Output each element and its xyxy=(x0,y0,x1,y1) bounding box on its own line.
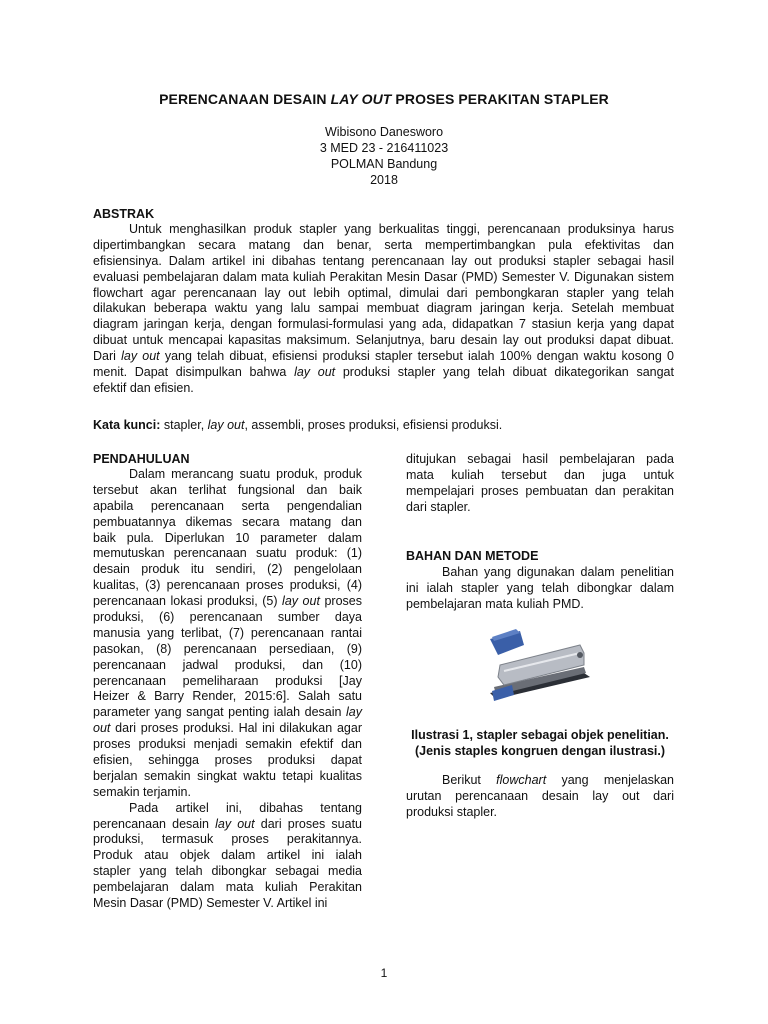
text-line: pembelajaran mata kuliah PMD. xyxy=(406,596,584,611)
text-line: tersebut akan terlihat fungsional dan baik xyxy=(93,482,362,497)
title-italic: LAY OUT xyxy=(330,91,392,107)
author-institution: POLMAN Bandung xyxy=(330,157,438,171)
text-line: produksi stapler. xyxy=(406,804,498,819)
keywords-part-1: stapler, xyxy=(160,418,208,432)
text-line: pembuatannya dikemas secara matang dan xyxy=(93,514,362,529)
abstract-heading: ABSTRAK xyxy=(93,207,155,221)
methods-body xyxy=(406,565,674,613)
text-line: ini ialah stapler yang telah dibongkar dalam xyxy=(406,580,674,595)
text-line: ditujukan sebagai hasil pembelajaran pada xyxy=(406,452,674,466)
text-line: desain produk itu sendiri, (2) pengelolaan xyxy=(93,562,362,577)
text-line: proses produksi menjadi semakin efektif dan xyxy=(93,737,362,752)
text-line: mata kuliah tersebut dan juga untuk xyxy=(406,467,674,482)
text-line: kualitas, (3) perencanaan proses produksi, (4) xyxy=(93,578,362,593)
text-line: diagram jaringan kerja, dengan formulasi-formulasi yang ada, didapatkan 7 stasiun kerja yang dapat xyxy=(93,317,674,332)
paper-title xyxy=(0,91,768,107)
intro-continuation xyxy=(406,452,674,516)
text-line: pembelajaran dalam mata kuliah Perakitan xyxy=(93,880,362,895)
text-line: Dari lay out yang telah dibuat, efisiensi produksi stapler tersebut ialah 100% dengan waktu kosong 0 xyxy=(93,349,674,364)
text-line: produksi, termasuk proses perakitannya. xyxy=(93,832,362,847)
figure-caption-line-1: Ilustrasi 1, stapler sebagai objek penelitian. xyxy=(411,728,669,742)
text-line: Pada artikel ini, dibahas tentang xyxy=(129,800,362,815)
text-line: apabila perencanaan serta pengendalian xyxy=(93,498,362,513)
text-line: produksi, (6) perencanaan sumber daya xyxy=(93,610,362,625)
intro-body xyxy=(93,467,362,912)
text-line: dipertimbangkan secara matang dan benar, serta mempertimbangkan pula efektivitas dan xyxy=(93,237,674,252)
stapler-illustration xyxy=(480,615,600,710)
text-line: flowchart agar perencanaan lay out lebih optimal, dimulai dari pembongkaran stapler yang telah xyxy=(93,285,674,300)
text-line: Bahan yang digunakan dalam penelitian xyxy=(442,565,674,579)
text-line: mempelajari proses pembuatan dan perakitan xyxy=(406,483,674,498)
abstract-body xyxy=(93,222,674,397)
title-part-3: PROSES PERAKITAN STAPLER xyxy=(391,91,609,107)
text-line: memutuskan perencanaan suatu produk: (1) xyxy=(93,546,362,561)
intro-heading: PENDAHULUAN xyxy=(93,452,190,466)
text-line: perencanaan lokasi produksi, (5) lay out proses xyxy=(93,594,362,609)
text-line: Produk atau objek dalam artikel ini ialah xyxy=(93,848,362,863)
text-line: manusia yang terlibat, (7) perencanaan rantai xyxy=(93,625,362,640)
text-line: efisiensinya. Dalam artikel ini dibahas tentang perencanaan lay out produksi stapler sebagai hasil xyxy=(93,253,674,268)
text-line: perencanaan pemeliharaan produksi [Jay xyxy=(93,673,362,688)
author-name: Wibisono Danesworo xyxy=(324,125,444,139)
flowchart-intro xyxy=(406,773,674,821)
text-line: stapler yang telah dibongkar sebagai media xyxy=(93,864,362,879)
text-line: urutan perencanaan desain lay out dari xyxy=(406,788,674,803)
text-line: Berikut flowchart yang menjelaskan xyxy=(442,773,674,787)
text-line: pasokan, (8) perencanaan persediaan, (9) xyxy=(93,641,362,656)
text-line: evaluasi pembelajaran dalam mata kuliah Perakitan Mesin Dasar (PMD) Semester V. Digunakan sistem xyxy=(93,269,674,284)
text-line: dari stapler. xyxy=(406,499,471,514)
text-line: Mesin Dasar (PMD) Semester V. Artikel ini xyxy=(93,896,328,911)
figure-caption-line-2: (Jenis staples kongruen dengan ilustrasi.) xyxy=(414,744,666,758)
text-line: baik pula. Diperlukan 10 parameter dalam xyxy=(93,530,362,545)
text-line: Heizer & Barry Render, 2015:6]. Salah satu xyxy=(93,689,362,704)
text-line: efisien, sehingga proses produksi dapat xyxy=(93,753,362,768)
keywords-italic: lay out xyxy=(207,418,245,432)
methods-heading: BAHAN DAN METODE xyxy=(406,549,539,563)
text-line: Untuk menghasilkan produk stapler yang berkualitas tinggi, perencanaan produksinya harus xyxy=(129,222,674,236)
text-line: perencanaan desain lay out dari proses suatu xyxy=(93,816,362,831)
text-line: dibuat untuk mencapai kapasitas maksimum. Selanjutnya, baru desain lay out produksi dapat dibuat. xyxy=(93,333,674,348)
text-line: out dari proses produksi. Hal ini dilakukan agar xyxy=(93,721,362,736)
text-line: berjalan semakin singkat waktu tetapi kualitas xyxy=(93,768,362,783)
keywords-label: Kata kunci: xyxy=(93,418,161,432)
publication-year: 2018 xyxy=(370,173,398,187)
text-line: parameter yang sangat penting ialah desain lay xyxy=(93,705,362,720)
author-id: 3 MED 23 - 216411023 xyxy=(319,141,449,155)
title-part-1: PERENCANAAN DESAIN xyxy=(159,91,331,107)
keywords-part-2: , assembli, proses produksi, efisiensi produksi. xyxy=(244,418,503,432)
page-number: 1 xyxy=(380,966,388,980)
text-line: menit. Dapat disimpulkan bahwa lay out produksi stapler yang telah dibuat dikategorikan sangat xyxy=(93,365,674,380)
text-line: semakin terjamin. xyxy=(93,784,191,799)
keywords-line xyxy=(93,418,683,432)
text-line: Dalam merancang suatu produk, produk xyxy=(129,467,362,481)
text-line: efektif dan efisien. xyxy=(93,380,194,395)
text-line: perencanaan jadwal produksi, dan (10) xyxy=(93,657,362,672)
text-line: dilakukan beberapa waktu yang lalu sampai membuat diagram jaringan kerja. Setelah membuat xyxy=(93,301,674,316)
